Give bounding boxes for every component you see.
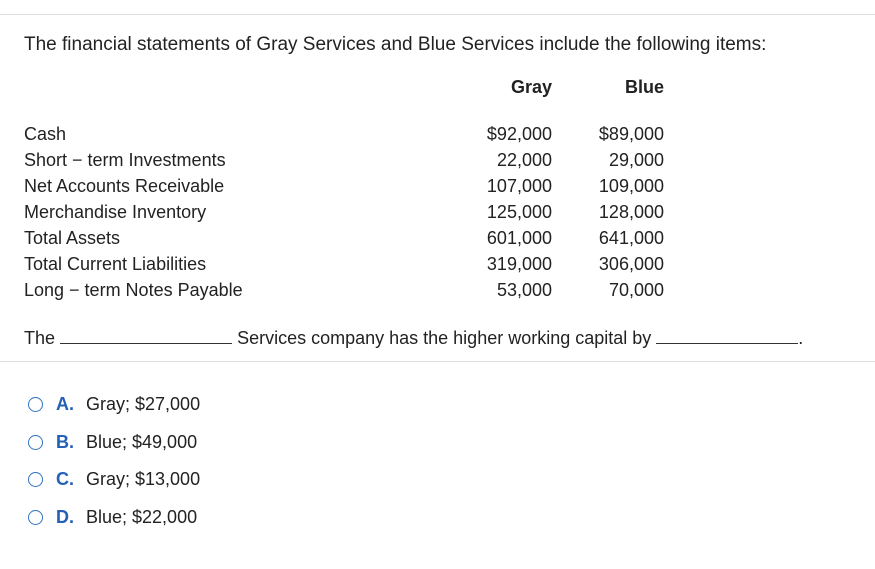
option-a[interactable] bbox=[28, 386, 200, 424]
table-row bbox=[24, 254, 724, 280]
gray-value: 601,000 bbox=[486, 228, 552, 248]
blue-value: 306,000 bbox=[598, 254, 664, 274]
blue-value: $89,000 bbox=[598, 124, 664, 144]
statement-period: . bbox=[798, 328, 804, 348]
option-text: Gray; $13,000 bbox=[86, 469, 201, 490]
option-letter: B. bbox=[56, 431, 74, 452]
option-letter: C. bbox=[56, 469, 74, 490]
financial-table bbox=[24, 124, 724, 306]
row-label: Merchandise Inventory bbox=[24, 202, 207, 222]
gray-value: 53,000 bbox=[496, 280, 552, 300]
row-label: Short − term Investments bbox=[24, 150, 226, 170]
blue-value: 70,000 bbox=[608, 280, 664, 300]
radio-button[interactable] bbox=[28, 510, 43, 525]
option-text: Gray; $27,000 bbox=[86, 394, 201, 415]
option-b[interactable] bbox=[28, 424, 200, 462]
gray-value: 22,000 bbox=[496, 150, 552, 170]
answer-statement bbox=[24, 328, 803, 349]
gray-value: $92,000 bbox=[486, 124, 552, 144]
blank-amount bbox=[656, 329, 798, 344]
option-text: Blue; $49,000 bbox=[86, 431, 198, 452]
blue-value: 641,000 bbox=[598, 228, 664, 248]
column-header-gray: Gray bbox=[510, 77, 552, 97]
row-label: Long − term Notes Payable bbox=[24, 280, 243, 300]
table-row bbox=[24, 150, 724, 176]
blue-value: 128,000 bbox=[598, 202, 664, 222]
option-d[interactable] bbox=[28, 499, 200, 537]
radio-button[interactable] bbox=[28, 397, 43, 412]
table-row bbox=[24, 280, 724, 306]
row-label: Cash bbox=[24, 124, 67, 144]
table-row bbox=[24, 228, 724, 254]
question-intro: The financial statements of Gray Services and Blue Services include the following items: bbox=[24, 34, 767, 55]
statement-part2: Services company has the higher working capital by bbox=[237, 328, 652, 348]
row-label: Total Assets bbox=[24, 228, 121, 248]
answer-options bbox=[28, 386, 200, 536]
top-divider bbox=[0, 14, 875, 15]
radio-button[interactable] bbox=[28, 435, 43, 450]
table-row bbox=[24, 124, 724, 150]
statement-part1: The bbox=[24, 328, 56, 348]
blank-company bbox=[60, 329, 232, 344]
row-label: Total Current Liabilities bbox=[24, 254, 207, 274]
radio-button[interactable] bbox=[28, 472, 43, 487]
option-text: Blue; $22,000 bbox=[86, 506, 198, 527]
table-row bbox=[24, 176, 724, 202]
option-letter: A. bbox=[56, 394, 74, 415]
mid-divider bbox=[0, 361, 875, 362]
table-row bbox=[24, 202, 724, 228]
gray-value: 107,000 bbox=[486, 176, 552, 196]
option-letter: D. bbox=[56, 506, 74, 527]
blue-value: 109,000 bbox=[598, 176, 664, 196]
column-header-blue: Blue bbox=[624, 77, 664, 97]
gray-value: 319,000 bbox=[486, 254, 552, 274]
option-c[interactable] bbox=[28, 461, 200, 499]
blue-value: 29,000 bbox=[608, 150, 664, 170]
row-label: Net Accounts Receivable bbox=[24, 176, 225, 196]
gray-value: 125,000 bbox=[486, 202, 552, 222]
